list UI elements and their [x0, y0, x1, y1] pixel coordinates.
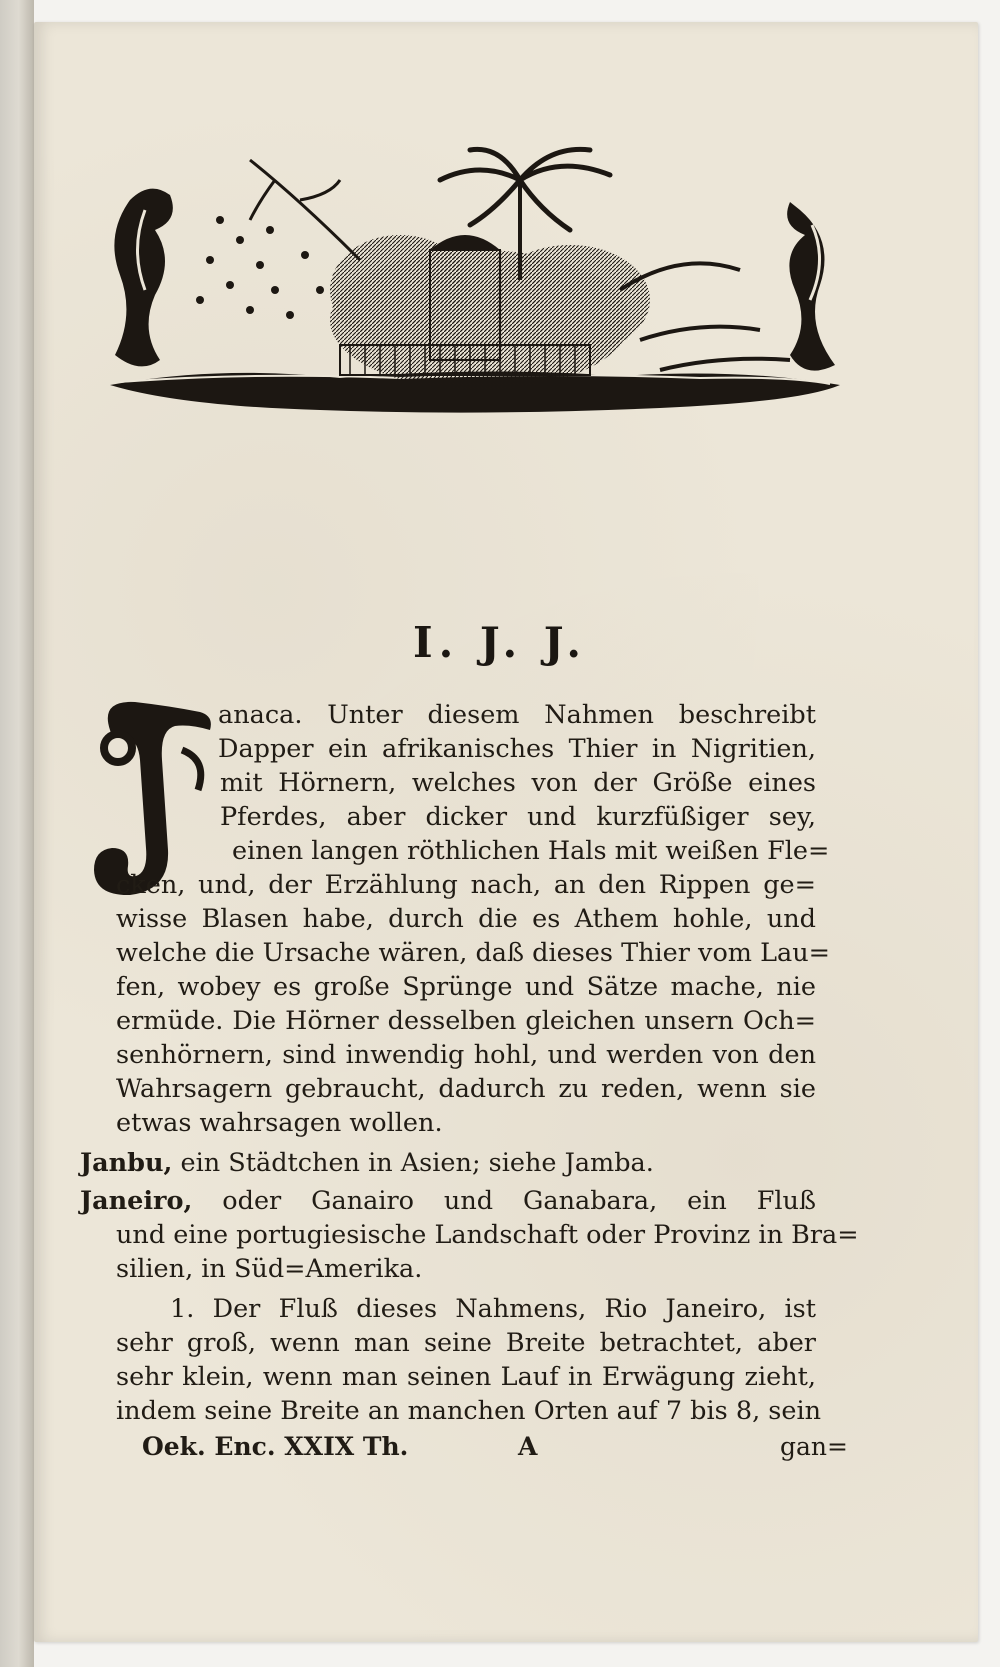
bleed-through-texture: [130, 455, 870, 489]
text-line: anaca. Unter diesem Nahmen beschreibt: [218, 700, 816, 730]
text-line: Pferdes, aber dicker und kurzfüßiger sey,: [220, 802, 816, 832]
text-line: wisse Blasen habe, durch die es Athem hohle, und: [116, 904, 816, 934]
text-line: und eine portugiesische Landschaft oder Provinz in Bra=: [116, 1220, 859, 1250]
footer-signature: Oek. Enc. XXIX Th.: [142, 1432, 409, 1461]
text-line: cken, und, der Erzählung nach, an den Rippen ge=: [116, 870, 816, 900]
entry-janeiro-first-line: [80, 1184, 816, 1218]
text-line: ermüde. Die Hörner desselben gleichen unsern Och=: [116, 1006, 816, 1036]
text-line: fen, wobey es große Sprünge und Sätze mache, nie: [116, 972, 816, 1002]
entry-text: ein Städtchen in Asien; siehe Jamba.: [172, 1148, 654, 1178]
text-line: etwas wahrsagen wollen.: [116, 1108, 443, 1138]
entry-headword: Janbu,: [80, 1148, 173, 1178]
footer-catchword: gan=: [780, 1432, 848, 1461]
entry-headword: Janeiro,: [80, 1186, 193, 1216]
text-line: einen langen röthlichen Hals mit weißen Fle=: [232, 836, 830, 866]
text-line: Wahrsagern gebraucht, dadurch zu reden, wenn sie: [116, 1074, 816, 1104]
text-line: mit Hörnern, welches von der Größe eines: [220, 768, 816, 798]
text-line: indem seine Breite an manchen Orten auf 7 bis 8, sein: [116, 1396, 822, 1426]
text-line: silien, in Süd=Amerika.: [116, 1254, 423, 1284]
entry-text: oder Ganairo und Ganabara, ein Fluß: [192, 1186, 816, 1216]
text-line: sehr klein, wenn man seinen Lauf in Erwägung zieht,: [116, 1362, 816, 1392]
text-line: Dapper ein afrikanisches Thier in Nigritien,: [218, 734, 816, 764]
text-line: senhörnern, sind inwendig hohl, und werden von den: [116, 1040, 816, 1070]
footer-sheet-mark: A: [518, 1432, 538, 1461]
woodcut-vignette-ornament: [100, 140, 860, 460]
text-line: welche die Ursache wären, daß dieses Thier vom Lau=: [116, 938, 831, 968]
text-line: sehr groß, wenn man seine Breite betrachtet, aber: [116, 1328, 816, 1358]
section-heading: I. J. J.: [413, 618, 587, 667]
entry-janbu: [80, 1146, 654, 1180]
text-line: 1. Der Fluß dieses Nahmens, Rio Janeiro, ist: [170, 1294, 816, 1324]
book-spine-edge: [0, 0, 34, 1667]
